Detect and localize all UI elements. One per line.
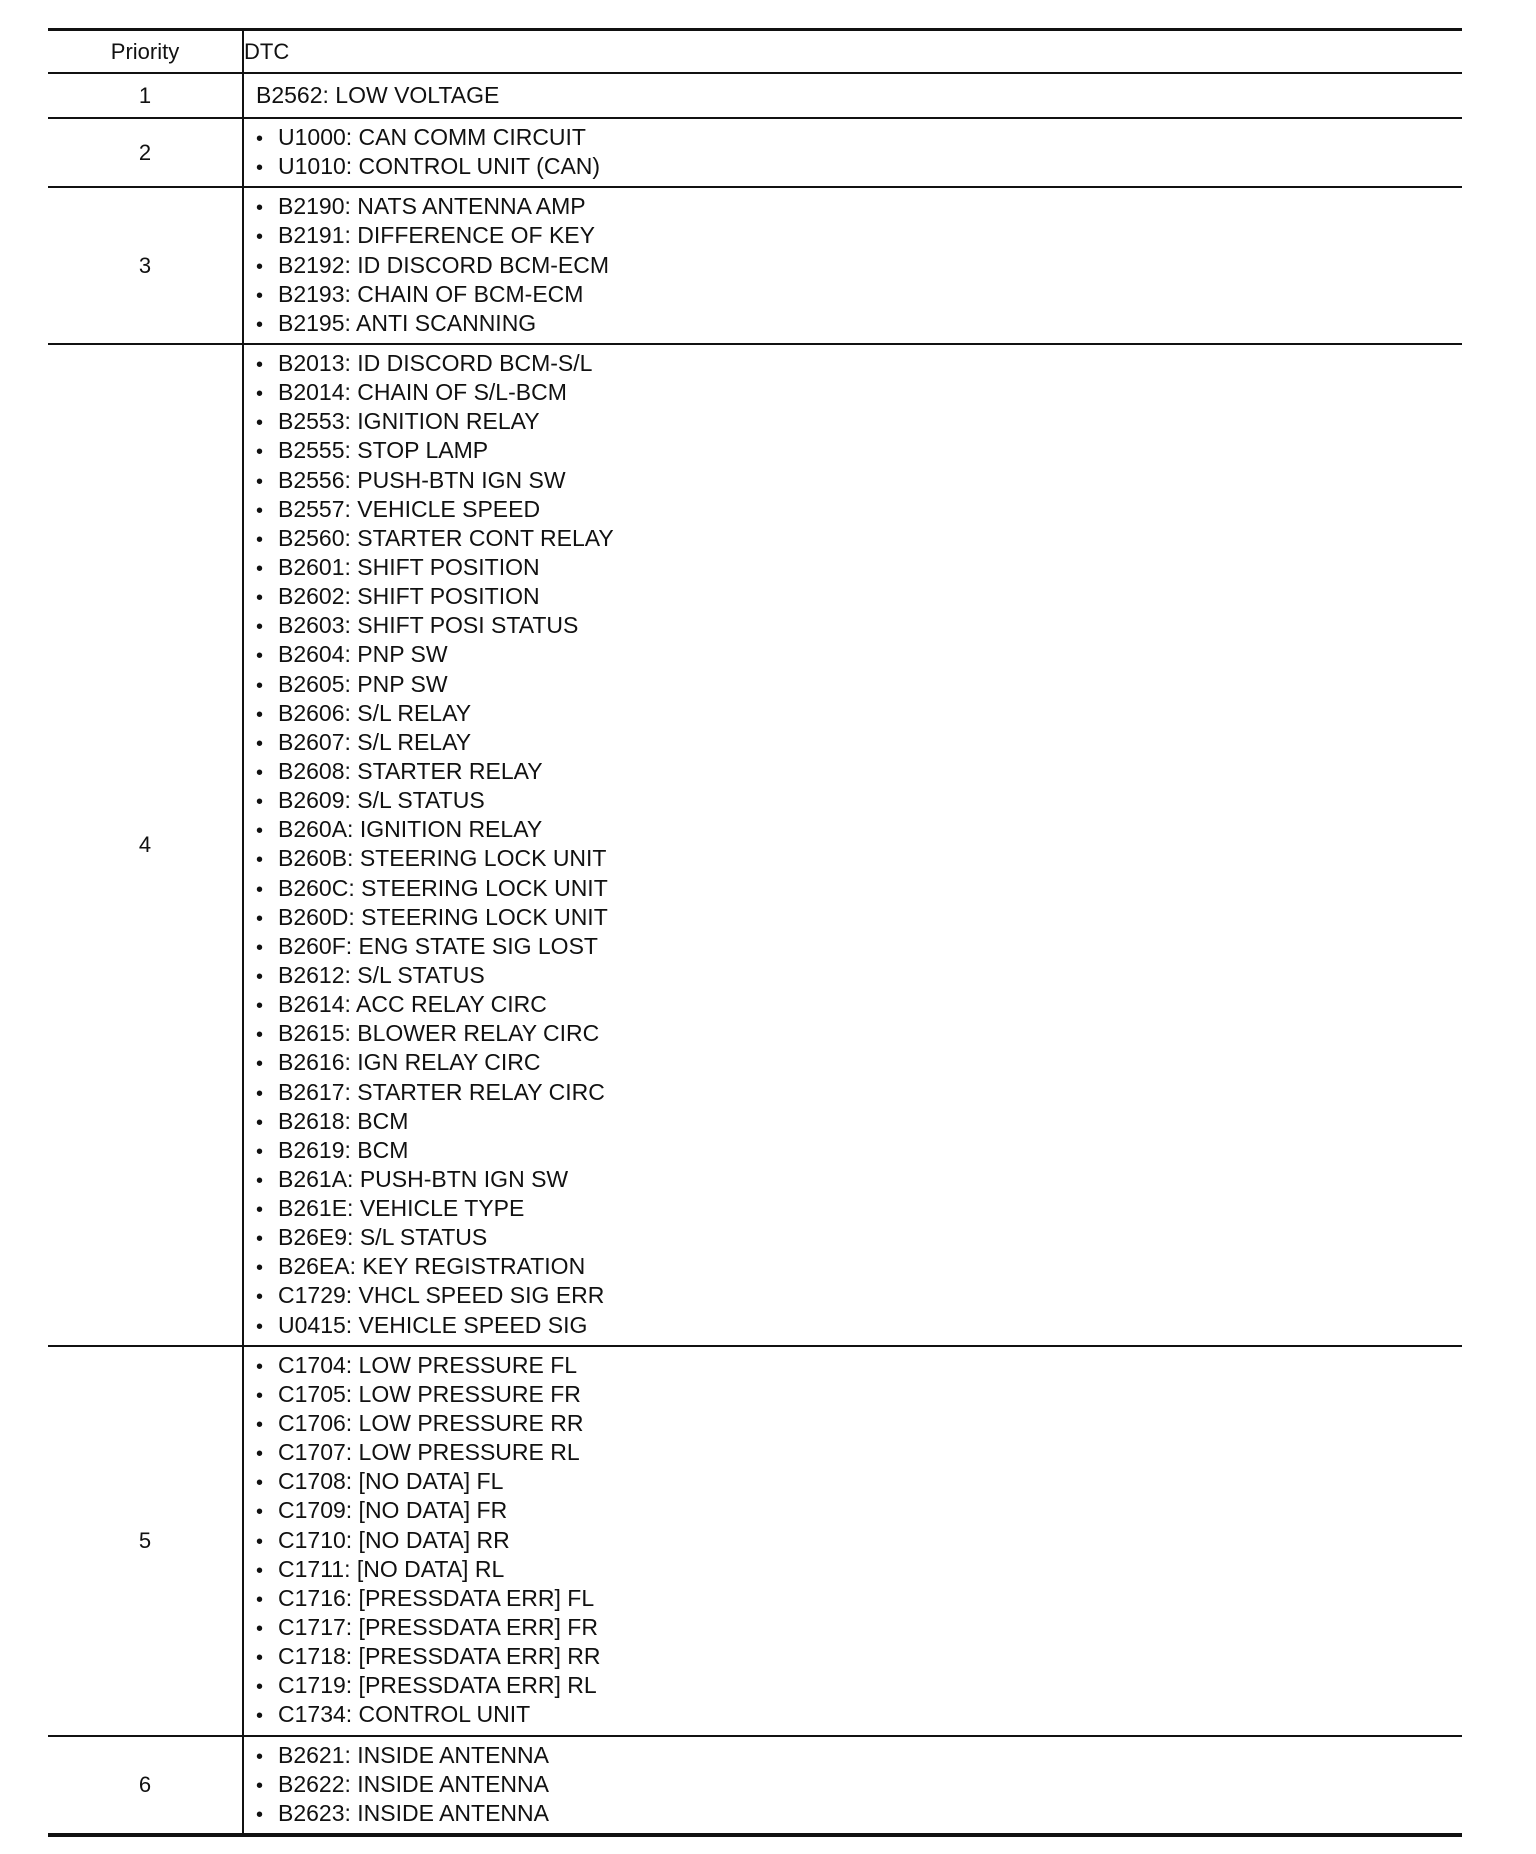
dtc-list xyxy=(244,1737,1462,1833)
bullet-icon: • xyxy=(256,1414,264,1437)
list-item xyxy=(256,961,1462,990)
dtc-code-text: C1705: LOW PRESSURE FR xyxy=(278,1380,581,1407)
dtc-code-text: U1010: CONTROL UNIT (CAN) xyxy=(278,153,601,180)
bullet-icon: • xyxy=(256,284,264,307)
dtc-code-text: B26E9: S/L STATUS xyxy=(278,1224,488,1251)
table-row xyxy=(48,344,1462,1346)
bullet-icon: • xyxy=(256,1355,264,1378)
list-item xyxy=(256,757,1462,786)
list-item xyxy=(256,152,1462,181)
dtc-code-text: B2621: INSIDE ANTENNA xyxy=(278,1741,549,1768)
list-item xyxy=(256,786,1462,815)
bullet-icon: • xyxy=(256,1745,264,1768)
dtc-code-text: B260F: ENG STATE SIG LOST xyxy=(278,932,598,959)
table-row xyxy=(48,73,1462,118)
dtc-cell xyxy=(243,118,1462,187)
dtc-code-text: C1704: LOW PRESSURE FL xyxy=(278,1351,578,1378)
bullet-icon: • xyxy=(256,353,264,376)
list-item xyxy=(256,378,1462,407)
list-item xyxy=(256,1048,1462,1077)
bullet-icon: • xyxy=(256,936,264,959)
list-item xyxy=(256,1252,1462,1281)
list-item xyxy=(256,192,1462,221)
dtc-code-text: B2557: VEHICLE SPEED xyxy=(278,495,541,522)
dtc-code-text: C1734: CONTROL UNIT xyxy=(278,1701,531,1728)
bullet-icon: • xyxy=(256,1228,264,1251)
dtc-code-text: C1706: LOW PRESSURE RR xyxy=(278,1410,584,1437)
bullet-icon: • xyxy=(256,1024,264,1047)
bullet-icon: • xyxy=(256,1559,264,1582)
list-item xyxy=(256,1584,1462,1613)
list-item xyxy=(256,1467,1462,1496)
dtc-code-text: B261A: PUSH-BTN IGN SW xyxy=(278,1165,569,1192)
table-body xyxy=(48,73,1462,1835)
dtc-list xyxy=(244,345,1462,1345)
list-item xyxy=(256,1019,1462,1048)
bullet-icon: • xyxy=(256,1169,264,1192)
dtc-code-text: B2603: SHIFT POSI STATUS xyxy=(278,612,579,639)
dtc-code-text: B2192: ID DISCORD BCM-ECM xyxy=(278,251,610,278)
dtc-list xyxy=(244,1347,1462,1735)
bullet-icon: • xyxy=(256,1443,264,1466)
list-item xyxy=(256,1311,1462,1340)
list-item xyxy=(256,932,1462,961)
bullet-icon: • xyxy=(256,1588,264,1611)
dtc-code-text: C1729: VHCL SPEED SIG ERR xyxy=(278,1282,605,1309)
list-item xyxy=(256,1223,1462,1252)
dtc-code-text: B2612: S/L STATUS xyxy=(278,961,485,988)
bullet-icon: • xyxy=(256,128,264,150)
dtc-code-text: B2601: SHIFT POSITION xyxy=(278,553,540,580)
list-item xyxy=(256,221,1462,250)
header-row xyxy=(48,30,1462,74)
list-item xyxy=(256,874,1462,903)
dtc-code-text: B2556: PUSH-BTN IGN SW xyxy=(278,466,566,493)
bullet-icon: • xyxy=(256,157,264,180)
dtc-code-text: B2560: STARTER CONT RELAY xyxy=(278,524,614,551)
dtc-code-text: U1000: CAN COMM CIRCUIT xyxy=(278,124,586,150)
list-item xyxy=(256,1136,1462,1165)
bullet-icon: • xyxy=(256,791,264,814)
dtc-code-text: B2602: SHIFT POSITION xyxy=(278,583,540,610)
dtc-code-text: B261E: VEHICLE TYPE xyxy=(278,1195,525,1222)
priority-cell: 6 xyxy=(48,1736,243,1835)
dtc-code-text: U0415: VEHICLE SPEED SIG xyxy=(278,1311,588,1338)
dtc-code-text: C1707: LOW PRESSURE RL xyxy=(278,1439,580,1466)
bullet-icon: • xyxy=(256,587,264,610)
list-item xyxy=(256,1438,1462,1467)
priority-cell: 5 xyxy=(48,1346,243,1736)
list-item xyxy=(256,1770,1462,1799)
bullet-icon: • xyxy=(256,703,264,726)
list-item xyxy=(256,815,1462,844)
list-item xyxy=(256,1165,1462,1194)
bullet-icon: • xyxy=(256,732,264,755)
bullet-icon: • xyxy=(256,313,264,336)
dtc-code-text: B26EA: KEY REGISTRATION xyxy=(278,1253,586,1280)
dtc-code-text: C1717: [PRESSDATA ERR] FR xyxy=(278,1614,598,1641)
dtc-code-text: B2193: CHAIN OF BCM-ECM xyxy=(278,280,584,307)
bullet-icon: • xyxy=(256,255,264,278)
dtc-cell xyxy=(243,187,1462,344)
dtc-code-text: B2195: ANTI SCANNING xyxy=(278,309,537,336)
bullet-icon: • xyxy=(256,1774,264,1797)
list-item xyxy=(256,1671,1462,1700)
bullet-icon: • xyxy=(256,1676,264,1699)
table-row xyxy=(48,1346,1462,1736)
dtc-code-text: B2623: INSIDE ANTENNA xyxy=(278,1799,549,1826)
list-item xyxy=(256,1642,1462,1671)
dtc-code-text: B2605: PNP SW xyxy=(278,670,448,697)
bullet-icon: • xyxy=(256,645,264,668)
list-item xyxy=(256,1526,1462,1555)
list-item xyxy=(256,309,1462,338)
bullet-icon: • xyxy=(256,1803,264,1826)
list-item xyxy=(256,1107,1462,1136)
dtc-code-text: B2553: IGNITION RELAY xyxy=(278,408,540,435)
dtc-code-text: B2616: IGN RELAY CIRC xyxy=(278,1049,541,1076)
list-item xyxy=(256,1700,1462,1729)
bullet-icon: • xyxy=(256,1199,264,1222)
bullet-icon: • xyxy=(256,1647,264,1670)
bullet-icon: • xyxy=(256,1140,264,1163)
dtc-code-text: C1719: [PRESSDATA ERR] RL xyxy=(278,1672,597,1699)
dtc-code-text: B2607: S/L RELAY xyxy=(278,728,472,755)
bullet-icon: • xyxy=(256,528,264,551)
dtc-code-text: B2615: BLOWER RELAY CIRC xyxy=(278,1020,600,1047)
dtc-code-text: B260A: IGNITION RELAY xyxy=(278,816,543,843)
list-item xyxy=(256,990,1462,1019)
bullet-icon: • xyxy=(256,1257,264,1280)
dtc-code-text: B260C: STEERING LOCK UNIT xyxy=(278,874,608,901)
dtc-code-text: B2619: BCM xyxy=(278,1136,409,1163)
bullet-icon: • xyxy=(256,383,264,406)
dtc-code-text: C1710: [NO DATA] RR xyxy=(278,1526,510,1553)
dtc-code-text: C1716: [PRESSDATA ERR] FL xyxy=(278,1584,595,1611)
list-item xyxy=(256,553,1462,582)
list-item xyxy=(256,436,1462,465)
dtc-cell: B2562: LOW VOLTAGE xyxy=(243,73,1462,118)
dtc-code-text: B2190: NATS ANTENNA AMP xyxy=(278,193,586,220)
dtc-code-text: B2618: BCM xyxy=(278,1107,409,1134)
dtc-code-text: C1708: [NO DATA] FL xyxy=(278,1468,504,1495)
dtc-list xyxy=(244,119,1462,186)
list-item xyxy=(256,1380,1462,1409)
dtc-code-text: B2191: DIFFERENCE OF KEY xyxy=(278,222,595,249)
dtc-code-text: C1711: [NO DATA] RL xyxy=(278,1555,505,1582)
list-item xyxy=(256,524,1462,553)
bullet-icon: • xyxy=(256,470,264,493)
bullet-icon: • xyxy=(256,1286,264,1309)
bullet-icon: • xyxy=(256,820,264,843)
dtc-code-text: C1709: [NO DATA] FR xyxy=(278,1497,508,1524)
table-header xyxy=(48,30,1462,74)
list-item xyxy=(256,611,1462,640)
dtc-code-text: B2606: S/L RELAY xyxy=(278,699,472,726)
bullet-icon: • xyxy=(256,197,264,220)
list-item xyxy=(256,1555,1462,1584)
dtc-code-text: B260D: STEERING LOCK UNIT xyxy=(278,903,608,930)
bullet-icon: • xyxy=(256,616,264,639)
bullet-icon: • xyxy=(256,1618,264,1641)
bullet-icon: • xyxy=(256,499,264,522)
dtc-cell xyxy=(243,1736,1462,1835)
table-row xyxy=(48,118,1462,187)
list-item xyxy=(256,582,1462,611)
priority-cell: 2 xyxy=(48,118,243,187)
list-item xyxy=(256,349,1462,378)
bullet-icon: • xyxy=(256,1053,264,1076)
dtc-code-text: C1718: [PRESSDATA ERR] RR xyxy=(278,1643,601,1670)
bullet-icon: • xyxy=(256,1315,264,1338)
bullet-icon: • xyxy=(256,849,264,872)
bullet-icon: • xyxy=(256,1530,264,1553)
bullet-icon: • xyxy=(256,995,264,1018)
dtc-list xyxy=(244,188,1462,343)
dtc-cell xyxy=(243,1346,1462,1736)
dtc-priority-table xyxy=(48,28,1462,1837)
bullet-icon: • xyxy=(256,1472,264,1495)
bullet-icon: • xyxy=(256,226,264,249)
list-item xyxy=(256,903,1462,932)
bullet-icon: • xyxy=(256,1384,264,1407)
bullet-icon: • xyxy=(256,761,264,784)
list-item xyxy=(256,280,1462,309)
list-item xyxy=(256,844,1462,873)
list-item xyxy=(256,670,1462,699)
bullet-icon: • xyxy=(256,441,264,464)
dtc-column-header: DTC xyxy=(244,38,290,64)
bullet-icon: • xyxy=(256,907,264,930)
dtc-code-text: B2608: STARTER RELAY xyxy=(278,757,543,784)
dtc-code-text: B2617: STARTER RELAY CIRC xyxy=(278,1078,605,1105)
dtc-code-text: B260B: STEERING LOCK UNIT xyxy=(278,845,607,872)
bullet-icon: • xyxy=(256,557,264,580)
bullet-icon: • xyxy=(256,1501,264,1524)
list-item xyxy=(256,699,1462,728)
dtc-cell xyxy=(243,344,1462,1346)
bullet-icon: • xyxy=(256,878,264,901)
table-row xyxy=(48,1736,1462,1835)
list-item xyxy=(256,1281,1462,1310)
priority-cell: 4 xyxy=(48,344,243,1346)
dtc-code-text: B2609: S/L STATUS xyxy=(278,787,485,814)
table-row xyxy=(48,187,1462,344)
dtc-code-text: B2604: PNP SW xyxy=(278,641,448,668)
priority-column-header: Priority xyxy=(48,30,243,74)
list-item xyxy=(256,251,1462,280)
list-item xyxy=(256,407,1462,436)
dtc-code-text: B2014: CHAIN OF S/L-BCM xyxy=(278,379,567,406)
bullet-icon: • xyxy=(256,674,264,697)
dtc-code-text: B2614: ACC RELAY CIRC xyxy=(278,991,547,1018)
dtc-code-text: B2013: ID DISCORD BCM-S/L xyxy=(278,349,593,376)
dtc-code-text: B2622: INSIDE ANTENNA xyxy=(278,1770,549,1797)
list-item xyxy=(256,1613,1462,1642)
list-item xyxy=(256,1409,1462,1438)
priority-cell: 1 xyxy=(48,73,243,118)
list-item xyxy=(256,1078,1462,1107)
bullet-icon: • xyxy=(256,965,264,988)
list-item xyxy=(256,123,1462,152)
bullet-icon: • xyxy=(256,412,264,435)
list-item xyxy=(256,1194,1462,1223)
list-item xyxy=(256,728,1462,757)
dtc-code-text: B2555: STOP LAMP xyxy=(278,437,489,464)
list-item xyxy=(256,466,1462,495)
priority-cell: 3 xyxy=(48,187,243,344)
list-item xyxy=(256,1496,1462,1525)
list-item xyxy=(256,640,1462,669)
bullet-icon: • xyxy=(256,1082,264,1105)
bullet-icon: • xyxy=(256,1705,264,1728)
list-item xyxy=(256,1799,1462,1828)
list-item xyxy=(256,1741,1462,1770)
list-item xyxy=(256,1351,1462,1380)
bullet-icon: • xyxy=(256,1111,264,1134)
list-item xyxy=(256,495,1462,524)
